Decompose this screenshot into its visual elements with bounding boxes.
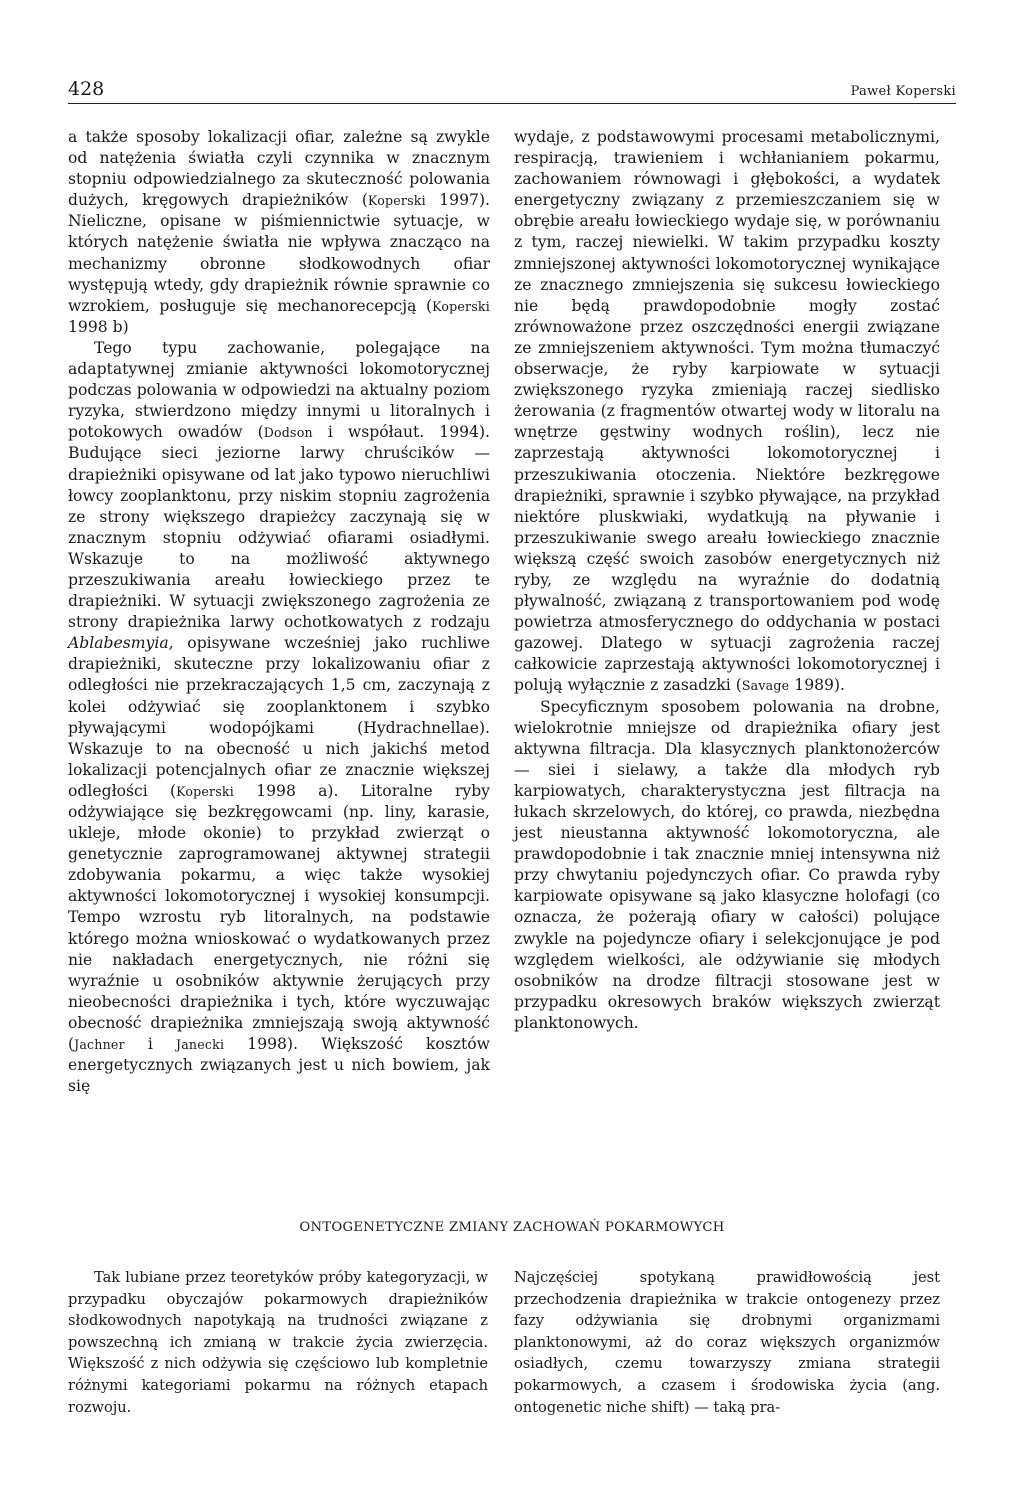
paragraph: Specyficznym sposobem polowania na drobne, wielokrotnie mniejsze od drapieżnika ofiary jest aktywna filtracja. Dla klasycznych planktonożerców — siei i sielawy, a także dla młodych ryb karpiowatych, charakterystyczna jest filtracja na łukach skrzelowych, do której, co prawda, niezbędna jest nieustanna aktywność lokomotoryczna, ale prawdopodobnie i tak znacznie mniej intensywna niż przy chwytaniu pojedynczych ofiar. Co prawda ryby karpiowate opisywane są jako klasyczne holofagi (co oznacza, że pożerają ofiary w całości) polujące zwykle na pojedyncze ofiary i selekcjonujące je pod względem wielkości, ale odżywianie się młodych osobników na drodze filtracji stosowane jest w przypadku okresowych braków większych zwierząt planktonowych.: [514, 697, 940, 1032]
citation-author: Jachner: [74, 1037, 125, 1053]
text-run: i: [124, 1035, 176, 1054]
citation-author: Janecki: [175, 1037, 225, 1053]
section-right-column: [514, 1267, 940, 1418]
text-run: a także sposoby lokalizacji ofiar, zależne są zwykle od natężenia światła czyli czynnika w znacznym stopniu odpowiedzialnego za skuteczność polowania dużych, kręgowych drapieżników (: [68, 128, 490, 210]
header-rule: [68, 103, 956, 104]
text-run: 1998 a). Litoralne ryby odżywiające się bezkręgowcami (np. liny, karasie, ukleje, młode okonie) to przykład zwierząt o genetycznie zaprogramowanej aktywnej strategii zdobywania pokarmu, a więc także wysokiej aktywności lokomotorycznej i wysokiej konsumpcji. Tempo wzrostu ryb litoralnych, na podstawie którego można wnioskować o wydatkowanych przez nie nakładach energetycznych, nie różni się wyraźnie u osobników aktywnie żerujących przy nieobecności drapieżnika i tych, które wyczuwając obecność drapieżnika zmniejszają swoją aktywność (: [68, 781, 490, 1054]
citation-author: Koperski: [367, 193, 426, 209]
text-run: , opisywane wcześniej jako ruchliwe drapieżniki, skuteczne przy lokalizowaniu ofiar z odległości nie przekraczających 1,5 cm, zaczynają z kolei odżywiać się zooplanktonem i szybko pływającymi wodopójkami (Hydrachnellae). Wskazuje to na obecność u nich jakichś metod lokalizacji potencjalnych ofiar ze znacznie większej odległości (: [68, 634, 490, 800]
paragraph: [68, 338, 490, 1097]
text-run: i współaut. 1994). Budujące sieci jeziorne larwy chruścików — drapieżniki opisywane od lat jako typowo nieruchliwi łowcy zooplanktonu, przy niskim stopniu zagrożenia ze strony większego drapieżcy zaczynają się w znacznym stopniu odżywiać ofiarami osiadłymi. Wskazuje to na możliwość aktywnego przeszukiwania areału łowieckiego przez te drapieżniki. W sytuacji zwiększonego zagrożenia ze strony drapieżnika larwy ochotkowatych z rodzaju: [68, 423, 490, 632]
page-number: 428: [68, 78, 105, 100]
text-run: wydaje, z podstawowymi procesami metabolicznymi, respiracją, trawieniem i wchłanianiem pokarmu, zachowaniem równowagi i głębokości, a wydatek energetyczny związany z przemieszczaniem się w obrębie areału łowieckiego wydaje się, w porównaniu z tym, raczej niewielki. W takim przypadku koszty zmniejszonej aktywności lokomotorycznej wynikające ze znacznego zmniejszenia się sukcesu łowieckiego nie będą prawdopodobnie mogły zostać zrównoważone przez oszczędności energii związane ze zmniejszeniem aktywności. Tym można tłumaczyć obserwacje, że ryby karpiowate w sytuacji zwiększonego ryzyka zmieniają raczej siedlisko żerowania (z fragmentów otwartej wody w litoralu na wnętrze gęstwiny wodnych roślin), lecz nie zaprzestają aktywności lokomotorycznej i przeszukiwania otoczenia. Niektóre bezkręgowe drapieżniki, sprawnie i szybko pływające, na przykład niektóre pluskwiaki, wydatkują na pływanie i przeszukiwanie swego areału łowieckiego znacznie większą część swoich zasobów energetycznych niż ryby, ze względu na wyraźnie do dodatnią pływalność, związaną z transportowaniem pod wodę powietrza atmosferycznego do oddychania w postaci gazowej. Dlatego w sytuacji zagrożenia raczej całkowicie zaprzestają aktywności lokomotorycznej i polują wyłącznie z zasadzki (: [514, 128, 940, 695]
citation-author: Koperski: [176, 783, 234, 799]
paragraph: [68, 127, 490, 338]
paragraph: [514, 127, 940, 697]
main-right-column: [514, 127, 940, 1034]
text-run: 1998). Większość kosztów energetycznych związanych jest u nich bowiem, jak się: [68, 1035, 490, 1096]
citation-author: Koperski: [432, 298, 490, 314]
text-run: 1989).: [789, 676, 845, 695]
text-run: 1997). Nieliczne, opisane w piśmiennictwie sytuacje, w których natężenie światła nie wpływa znacząco na mechanizmy obronne słodkowodnych ofiar występują wtedy, gdy drapieżnik równie sprawnie co wzrokiem, posługuje się mechanorecepcją (: [68, 191, 490, 315]
genus-name: Ablabesmyia: [68, 634, 169, 653]
main-left-column: [68, 127, 490, 1097]
text-run: Tego typu zachowanie, polegające na adaptatywnej zmianie aktywności lokomotorycznej podczas polowania w odpowiedzi na aktualny poziom ryzyka, stwierdzono między innymi u litoralnych i potokowych owadów (: [68, 338, 490, 442]
running-head: Paweł Koperski: [850, 84, 956, 99]
citation-author: Dodson: [263, 425, 313, 441]
text-run: 1998 b): [68, 317, 129, 336]
paragraph: Najczęściej spotykaną prawidłowością jest przechodzenia drapieżnika w trakcie ontogenezy przez fazy odżywiania się drobnymi organizmami planktonowymi, aż do coraz większych organizmów osiadłych, czemu towarzyszy zmiana strategii pokarmowych, a czasem i środowiska życia (ang. ontogenetic niche shift) — taką pra-: [514, 1269, 940, 1416]
citation-author: Savage: [741, 678, 790, 694]
section-left-column: [68, 1267, 488, 1418]
paragraph: Tak lubiane przez teoretyków próby kategoryzacji, w przypadku obyczajów pokarmowych drapieżników słodkowodnych napotykają na trudności związane z powszechną ich zmianą w trakcie życia zwierzęcia. Większość z nich odżywia się częściowo lub kompletnie różnymi kategoriami pokarmu na różnych etapach rozwoju.: [68, 1269, 488, 1416]
section-heading: ONTOGENETYCZNE ZMIANY ZACHOWAŃ POKARMOWYCH: [299, 1220, 725, 1235]
